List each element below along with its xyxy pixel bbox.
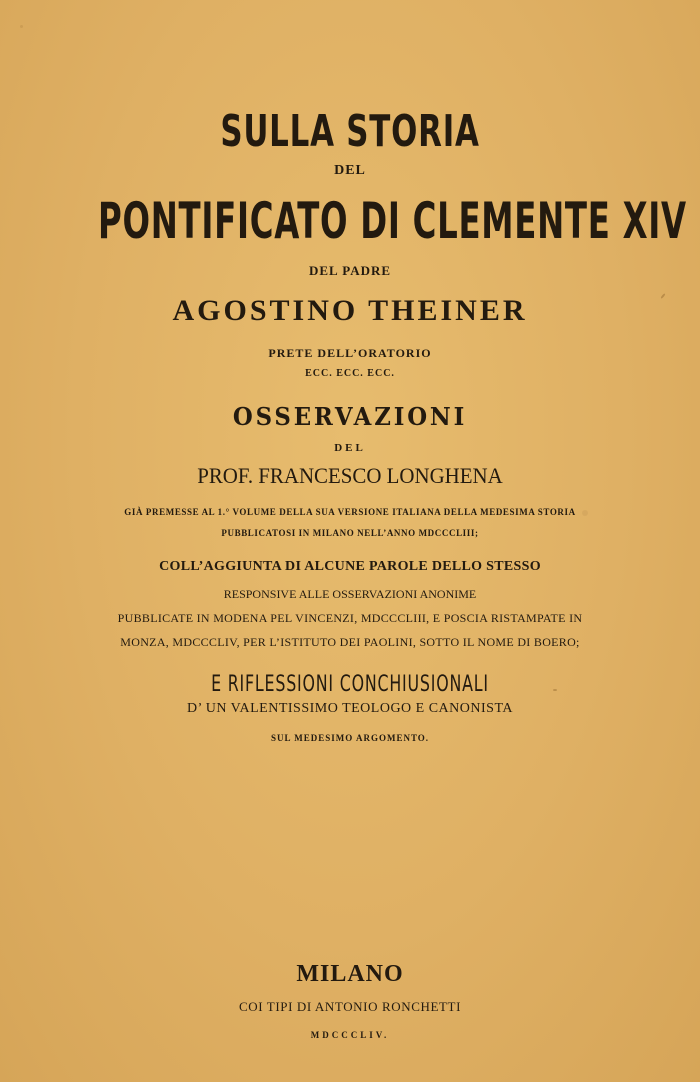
title-line-1: SULLA STORIA <box>220 106 480 157</box>
published-line-2: MONZA, MDCCCLIV, PER L’ISTITUTO DEI PAOLINI, SOTTO IL NOME DI BOERO; <box>120 635 580 649</box>
note-line-2: PUBBLICATOSI IN MILANO NELL’ANNO MDCCCLIII; <box>221 528 479 538</box>
printer-line: COI TIPI DI ANTONIO RONCHETTI <box>238 999 462 1014</box>
theologian-line: D’ UN VALENTISSIMO TEOLOGO E CANONISTA <box>186 701 513 716</box>
published-line-1: PUBBLICATE IN MODENA PEL VINCENZI, MDCCCLIII, E POSCIA RISTAMPATE IN <box>117 611 583 625</box>
title-line-3: PONTIFICATO DI CLEMENTE XIV <box>97 192 687 250</box>
title-line-4: DEL PADRE <box>308 263 392 278</box>
professor-name: PROF. FRANCESCO LONGHENA <box>197 463 503 488</box>
author-role-1: PRETE DELL’ORATORIO <box>268 346 432 360</box>
title-line-2: DEL <box>334 163 366 178</box>
argument-line: SUL MEDESIMO ARGOMENTO. <box>270 733 430 743</box>
publication-year: MDCCCLIV. <box>310 1030 390 1040</box>
note-line-1: GIÀ PREMESSE AL 1.° VOLUME DELLA SUA VERSIONE ITALIANA DELLA MEDESIMA STORIA <box>124 507 576 517</box>
del-label: DEL <box>334 442 366 454</box>
city-name: MILANO <box>296 961 404 987</box>
responsive-line: RESPONSIVE ALLE OSSERVAZIONI ANONIME <box>223 587 477 601</box>
author-role-2: ECC. ECC. ECC. <box>305 368 395 379</box>
paper-speck <box>20 25 23 28</box>
author-name: AGOSTINO THEINER <box>172 294 528 327</box>
addition-line: COLL’AGGIUNTA DI ALCUNE PAROLE DELLO STESSO <box>159 559 541 574</box>
observations-heading: OSSERVAZIONI <box>232 402 468 431</box>
reflections-line: E RIFLESSIONI CONCHIUSIONALI <box>211 672 489 697</box>
